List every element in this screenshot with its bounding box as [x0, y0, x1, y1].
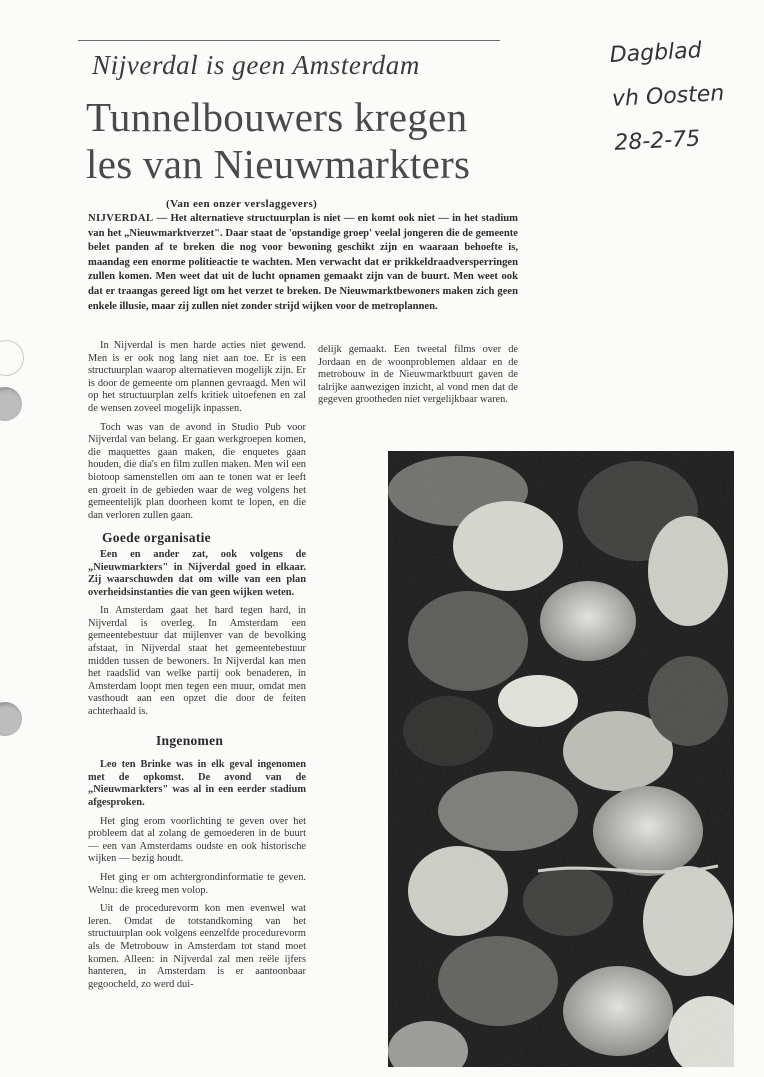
handwritten-annotation	[609, 26, 764, 166]
lead-place: NIJVERDAL	[88, 213, 154, 224]
paragraph: delijk gemaakt. Een tweetal films over de Jordaan en de woonproblemen aldaar en de metrobouw in de Nieuwmarktbuurt gaven de talrijke aanwezigen inzicht, al vond men dat de gegeven grootheden niet vergelijkbaar waren.	[318, 344, 518, 406]
handwritten-date: 28-2-75	[613, 126, 701, 156]
paragraph: In Amsterdam gaat het hard tegen hard, in Nijverdal is overleg. In Amsterdam een gemeentebestuur dat mijlenver van de bevolking afstaat, in Nijverdal staat het gemeentebestuur midden tussen de bewoners. In Nijverdal kan men het raadslid van welke partij ook benaderen, in Amsterdam loopt men tegen een muur, omdat men vasthoudt aan een opzet die door de feiten achterhaald is.	[88, 605, 306, 718]
news-photo	[388, 451, 734, 1067]
article-column-2	[318, 344, 518, 413]
lead-text: — Het alternatieve structuurplan is niet — en komt ook niet — in het stadium van het „Nieuwmarktverzet". Daar staat de 'opstandige groep' veelal jongeren die de gemeente belet panden af te breken die nog voor bewoning geschikt zijn en waaraan behoefte is, maandag een enorme politieactie te wachten. Men verwacht dat er prikkeldraadversperringen zullen komen. Men weet dat uit de lucht opnamen gemaakt zijn van de buurt. Men weet ook dat er traangas gereed ligt om het verzet te breken. De Nieuwmarktbewoners maken zich geen enkele illusie, maar zij zullen niet zonder strijd wijken voor de metroplannen.	[88, 213, 518, 312]
kicker: Nijverdal is geen Amsterdam	[92, 50, 420, 80]
binder-hole-top	[0, 387, 22, 421]
paragraph: Een en ander zat, ook volgens de „Nieuwmarkters" in Nijverdal goed in elkaar. Zij waarschuwden dat om wille van een plan overheidsinstanties die van geen wijken weten.	[88, 548, 306, 598]
lead-paragraph	[88, 212, 518, 314]
headline-line-1: Tunnelbouwers kregen	[86, 94, 468, 140]
paragraph: Het ging er om achtergrondinformatie te geven. Welnu: die kreeg men volop.	[88, 871, 306, 896]
paragraph: In Nijverdal is men harde acties niet gewend. Men is er ook nog lang niet aan toe. Er is een structuurplan waarop alternatieven mogelijk zijn. Er is door de gemeente om plannen gevraagd. Men wil op het structuurplan zelfs kritiek uitoefenen en zal de wensen zoveel mogelijk inpassen.	[88, 340, 306, 414]
photo-crowd-meeting	[388, 451, 734, 1067]
paragraph: Leo ten Brinke was in elk geval ingenomen met de opkomst. De avond van de „Nieuwmarkters" was al in een eerder stadium afgesproken.	[88, 759, 306, 808]
handwritten-source-2: vh Oosten	[611, 81, 725, 112]
paragraph: Toch was van de avond in Studio Pub voor Nijverdal van belang. Er gaan werkgroepen komen, die maquettes gaan maken, die enquetes gaan houden, die dia's en film zullen maken. Men wil een biotoop samenstellen om aan te tonen wat er leeft en groeit in de gebieden waar de weg volgens het gemeentelijk plan doorheen komt te lopen, en die dan verloren zullen gaan.	[88, 421, 306, 521]
subheading-goede-organisatie: Goede organisatie	[102, 530, 211, 546]
handwritten-source: Dagblad	[609, 38, 703, 68]
headline-line-2: les van Nieuwmarkters	[86, 141, 471, 187]
byline: (Van een onzer verslaggevers)	[166, 198, 318, 210]
binder-hole-bottom	[0, 702, 22, 736]
subheading-ingenomen: Ingenomen	[156, 732, 224, 748]
paragraph: Uit de procedurevorm kon men evenwel wat leren. Omdat de totstandkoming van het structuurplan ook volgens eenzelfde procedurevorm als de Metrobouw in Amsterdam tot stand moet komen. Alleen: in Nijverdal zal men reële ijfers hanteren, in Amsterdam is er aantoonbaar gegoocheld, zo werd dui-	[88, 903, 306, 990]
paragraph: Het ging erom voorlichting te geven over het probleem dat al zolang de gemoederen in de buurt — een van Amsterdams oudste en ook historische wijken — bezig houdt.	[88, 815, 306, 865]
headline	[86, 94, 546, 188]
clipping-top-rule	[78, 40, 500, 41]
binder-hole-faint	[0, 340, 24, 376]
article-column-1	[88, 340, 306, 997]
